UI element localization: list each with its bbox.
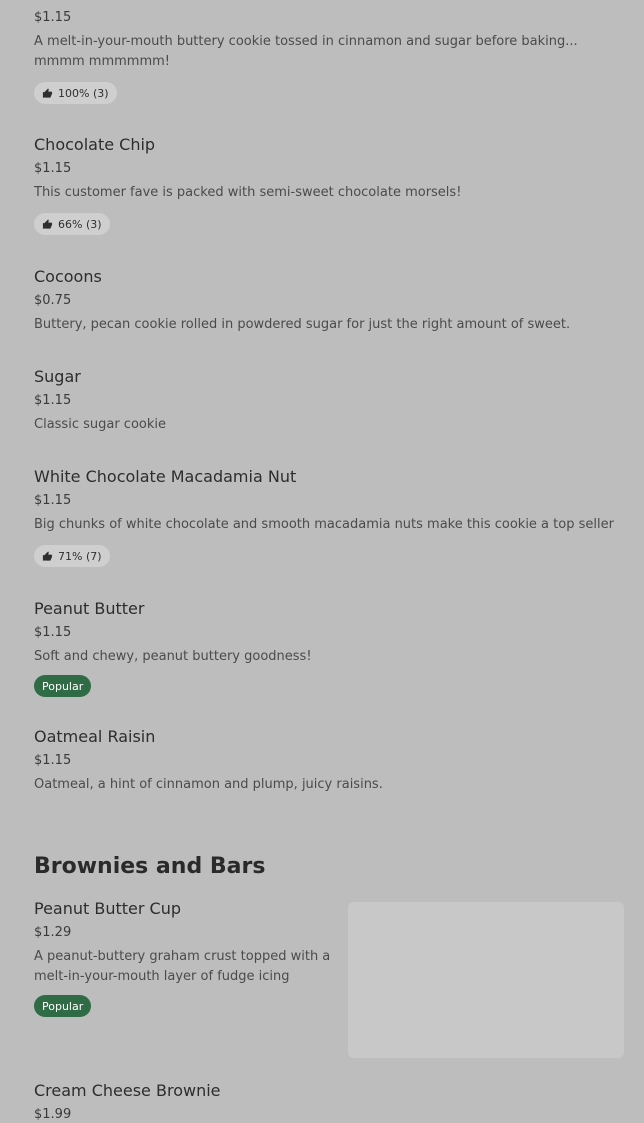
- item-name: Chocolate Chip: [34, 135, 156, 154]
- item-description: Buttery, pecan cookie rolled in powdered sugar for just the right amount of sweet.: [34, 317, 571, 332]
- menu-item-oatmeal-raisin[interactable]: [34, 727, 614, 795]
- menu-item-cream-cheese-brownie[interactable]: [34, 1081, 614, 1123]
- item-price: $1.15: [34, 753, 72, 768]
- rating-text: 66% (3): [58, 217, 102, 231]
- popular-badge: Popular: [34, 995, 91, 1017]
- thumbs-up-icon: [42, 219, 53, 230]
- item-price: $1.15: [34, 493, 72, 508]
- item-description: Classic sugar cookie: [34, 417, 166, 432]
- item-description: Big chunks of white chocolate and smooth macadamia nuts make this cookie a top seller: [34, 517, 614, 532]
- item-description: Oatmeal, a hint of cinnamon and plump, juicy raisins.: [34, 777, 383, 792]
- menu-item-peanut-butter-cup[interactable]: [34, 899, 334, 1017]
- item-name: White Chocolate Macadamia Nut: [34, 467, 297, 486]
- thumbs-up-icon: [42, 88, 53, 99]
- item-name: Cream Cheese Brownie: [34, 1081, 221, 1100]
- rating-badge: [34, 545, 110, 567]
- item-price: $1.15: [34, 161, 72, 176]
- menu-item-cinnamon-sugar[interactable]: [34, 10, 614, 104]
- item-image-placeholder[interactable]: [348, 902, 624, 1058]
- section-title-brownies-bars: Brownies and Bars: [34, 854, 266, 879]
- item-price: $0.75: [34, 293, 72, 308]
- item-price: $1.15: [34, 10, 72, 25]
- rating-badge: [34, 82, 117, 104]
- item-price: $1.15: [34, 625, 72, 640]
- item-description: This customer fave is packed with semi-sweet chocolate morsels!: [34, 185, 462, 200]
- item-price: $1.15: [34, 393, 72, 408]
- menu-item-chocolate-chip[interactable]: [34, 135, 614, 235]
- rating-text: 71% (7): [58, 549, 102, 563]
- item-name: Peanut Butter Cup: [34, 899, 182, 918]
- menu-item-cocoons[interactable]: [34, 267, 614, 335]
- menu-item-sugar[interactable]: [34, 367, 614, 435]
- item-name: Sugar: [34, 367, 81, 386]
- menu-item-peanut-butter[interactable]: [34, 599, 614, 697]
- item-price: $1.29: [34, 925, 72, 940]
- rating-badge: [34, 213, 110, 235]
- thumbs-up-icon: [42, 551, 53, 562]
- item-name: Peanut Butter: [34, 599, 145, 618]
- item-description: A peanut-buttery graham crust topped with a melt-in-your-mouth layer of fudge icing: [34, 949, 331, 984]
- item-name: Cocoons: [34, 267, 102, 286]
- item-description: A melt-in-your-mouth buttery cookie tossed in cinnamon and sugar before baking... mmmm mmmmmm!: [34, 34, 578, 69]
- item-description: Soft and chewy, peanut buttery goodness!: [34, 649, 312, 664]
- popular-badge: Popular: [34, 675, 91, 697]
- rating-text: 100% (3): [58, 86, 109, 100]
- item-price: $1.99: [34, 1107, 72, 1122]
- item-name: Oatmeal Raisin: [34, 727, 156, 746]
- menu-item-white-chocolate-macadamia[interactable]: [34, 467, 614, 567]
